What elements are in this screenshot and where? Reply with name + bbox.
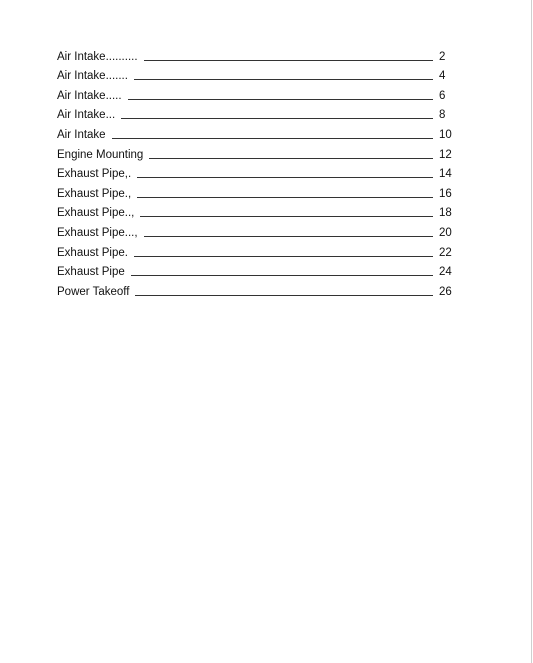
toc-entry-page: 10: [439, 128, 452, 141]
toc-entry[interactable]: [57, 83, 463, 103]
toc-entry[interactable]: [57, 162, 463, 182]
toc-entry-page: 4: [439, 70, 446, 83]
toc-entry-title: Air Intake...: [57, 109, 116, 122]
toc-entry[interactable]: [57, 122, 463, 142]
toc-leader-line: [144, 60, 433, 61]
toc-leader-line: [112, 138, 433, 139]
toc-leader-line: [137, 197, 433, 198]
toc-entry-page: 18: [439, 207, 452, 220]
toc-entry-page: 12: [439, 148, 452, 161]
toc-entry[interactable]: [57, 240, 463, 260]
toc-entry[interactable]: [57, 64, 463, 84]
toc-entry-page: 16: [439, 187, 452, 200]
toc-entry[interactable]: [57, 142, 463, 162]
toc-entry-title: Exhaust Pipe..,: [57, 207, 135, 220]
toc-entry-page: 14: [439, 168, 452, 181]
toc-entry-title: Air Intake: [57, 128, 106, 141]
toc-leader-line: [121, 118, 433, 119]
toc-entry[interactable]: [57, 279, 463, 299]
toc-entry[interactable]: [57, 44, 463, 64]
toc-leader-line: [134, 79, 433, 80]
toc-entry[interactable]: [57, 220, 463, 240]
toc-entry-page: 8: [439, 109, 446, 122]
toc-entry-page: 24: [439, 266, 452, 279]
toc-entry[interactable]: [57, 201, 463, 221]
toc-leader-line: [144, 236, 433, 237]
table-of-contents: [57, 44, 463, 299]
toc-leader-line: [135, 295, 433, 296]
toc-entry[interactable]: [57, 260, 463, 280]
toc-entry-page: 26: [439, 285, 452, 298]
toc-leader-line: [140, 216, 433, 217]
toc-entry-page: 6: [439, 89, 446, 102]
toc-entry-title: Exhaust Pipe: [57, 266, 125, 279]
toc-leader-line: [128, 99, 433, 100]
toc-entry-title: Exhaust Pipe...,: [57, 226, 138, 239]
toc-entry[interactable]: [57, 181, 463, 201]
toc-leader-line: [137, 177, 433, 178]
toc-leader-line: [131, 275, 433, 276]
toc-leader-line: [149, 158, 433, 159]
toc-entry-page: 22: [439, 246, 452, 259]
toc-entry-title: Exhaust Pipe,.: [57, 168, 132, 181]
toc-entry-title: Exhaust Pipe.,: [57, 187, 132, 200]
toc-entry-title: Power Takeoff: [57, 285, 130, 298]
toc-entry-title: Air Intake.....: [57, 89, 122, 102]
toc-entry-page: 20: [439, 226, 452, 239]
toc-entry-title: Engine Mounting: [57, 148, 144, 161]
toc-entry-title: Air Intake..........: [57, 50, 138, 63]
toc-entry-title: Air Intake.......: [57, 70, 128, 83]
toc-entry[interactable]: [57, 103, 463, 123]
toc-leader-line: [134, 256, 433, 257]
toc-entry-title: Exhaust Pipe.: [57, 246, 128, 259]
toc-entry-page: 2: [439, 50, 446, 63]
